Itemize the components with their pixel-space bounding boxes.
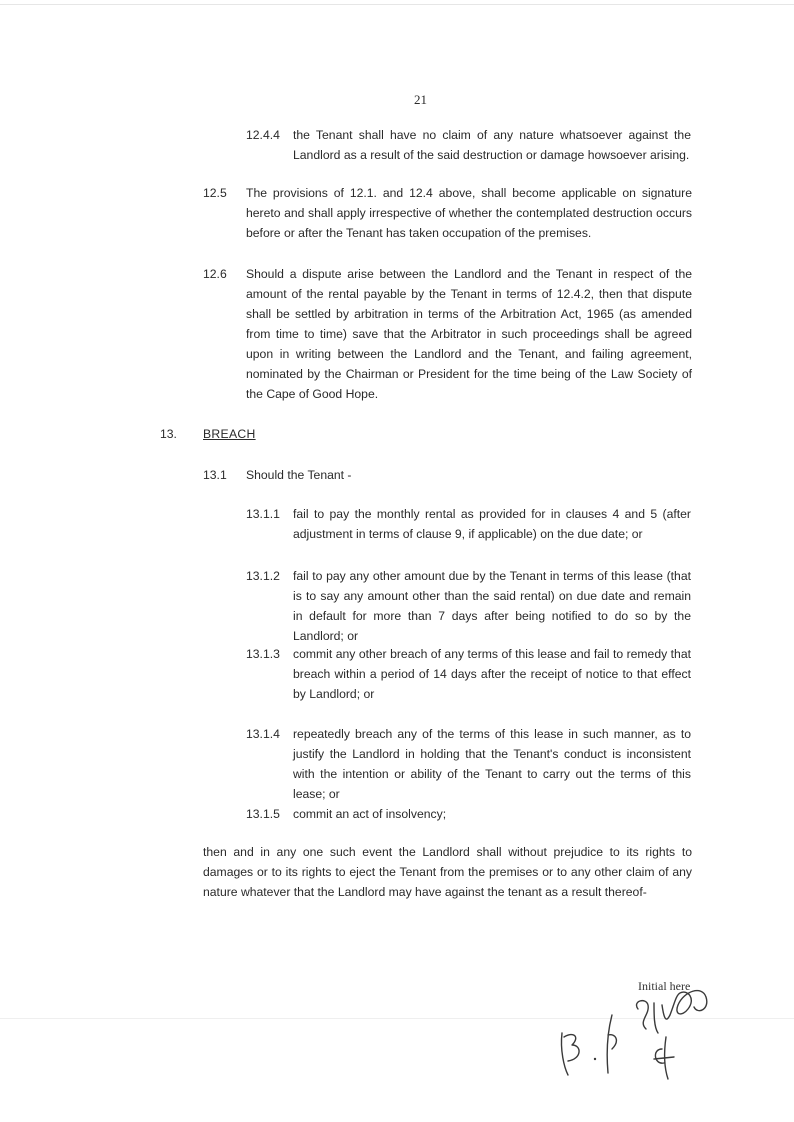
clause-number: 12.6 [203,267,227,281]
section-number: 13. [160,427,177,441]
clause-number: 12.5 [203,186,227,200]
closing-text: then and in any one such event the Landlord shall without prejudice to its rights to damages or to its rights to eject the Tenant from the premises or to any other claim of any nature whatever that the Landlord may have against the tenant as a result thereof- [203,845,692,899]
page-number: 21 [414,92,427,107]
clause-number: 13.1.2 [246,569,280,583]
clause-text: The provisions of 12.1. and 12.4 above, shall become applicable on signature hereto and shall apply irrespective of whether the contemplated destruction occurs before or after the Tenant has taken occupation of the premises. [246,186,692,240]
clause-text: fail to pay any other amount due by the Tenant in terms of this lease (that is to say any amount other than the said rental) on due date and remain in default for more than 7 days after being notified to do so by the Landlord; or [293,569,691,643]
clause-text: commit any other breach of any terms of this lease and fail to remedy that breach within a period of 14 days after the receipt of notice to that effect by Landlord; or [293,647,691,701]
clause-text: the Tenant shall have no claim of any nature whatsoever against the Landlord as a result of the said destruction or damage howsoever arising. [293,128,691,162]
clause-number: 13.1 [203,468,227,482]
clause-text: repeatedly breach any of the terms of this lease in such manner, as to justify the Landlord in holding that the Tenant's conduct is inconsistent with the intention or ability of the Tenant to carry out the terms of this lease; or [293,727,691,801]
clause-number: 13.1.3 [246,647,280,661]
clause-text: Should the Tenant - [246,468,352,482]
initial-here-label: Initial here [638,979,691,993]
signature-lower-mark [654,1037,674,1079]
signature-scrawl [637,991,707,1033]
clause-text: commit an act of insolvency; [293,807,447,821]
handwritten-initials-signature [550,975,730,1090]
initial-dot [594,1058,596,1060]
initial-stroke-2 [607,1015,616,1073]
clause-number: 13.1.4 [246,727,280,741]
section-title: BREACH [203,427,256,441]
clause-text: Should a dispute arise between the Landlord and the Tenant in respect of the amount of the rental payable by the Tenant in terms of 12.4.2, then that dispute shall be settled by arbitration in terms of the Arbitration Act, 1965 (as amended from time to time) save that the Arbitrator in such proceedings shall be agreed upon in writing between the Landlord and the Tenant, and failing agreement, nominated by the Chairman or President for the time being of the Law Society of the Cape of Good Hope. [246,267,692,401]
initial-stroke-1 [561,1033,579,1075]
scan-edge-top [0,4,794,5]
clause-text: fail to pay the monthly rental as provided for in clauses 4 and 5 (after adjustment in terms of clause 9, if applicable) on the due date; or [293,507,691,541]
clause-number: 12.4.4 [246,128,280,142]
clause-number: 13.1.5 [246,807,280,821]
clause-number: 13.1.1 [246,507,280,521]
